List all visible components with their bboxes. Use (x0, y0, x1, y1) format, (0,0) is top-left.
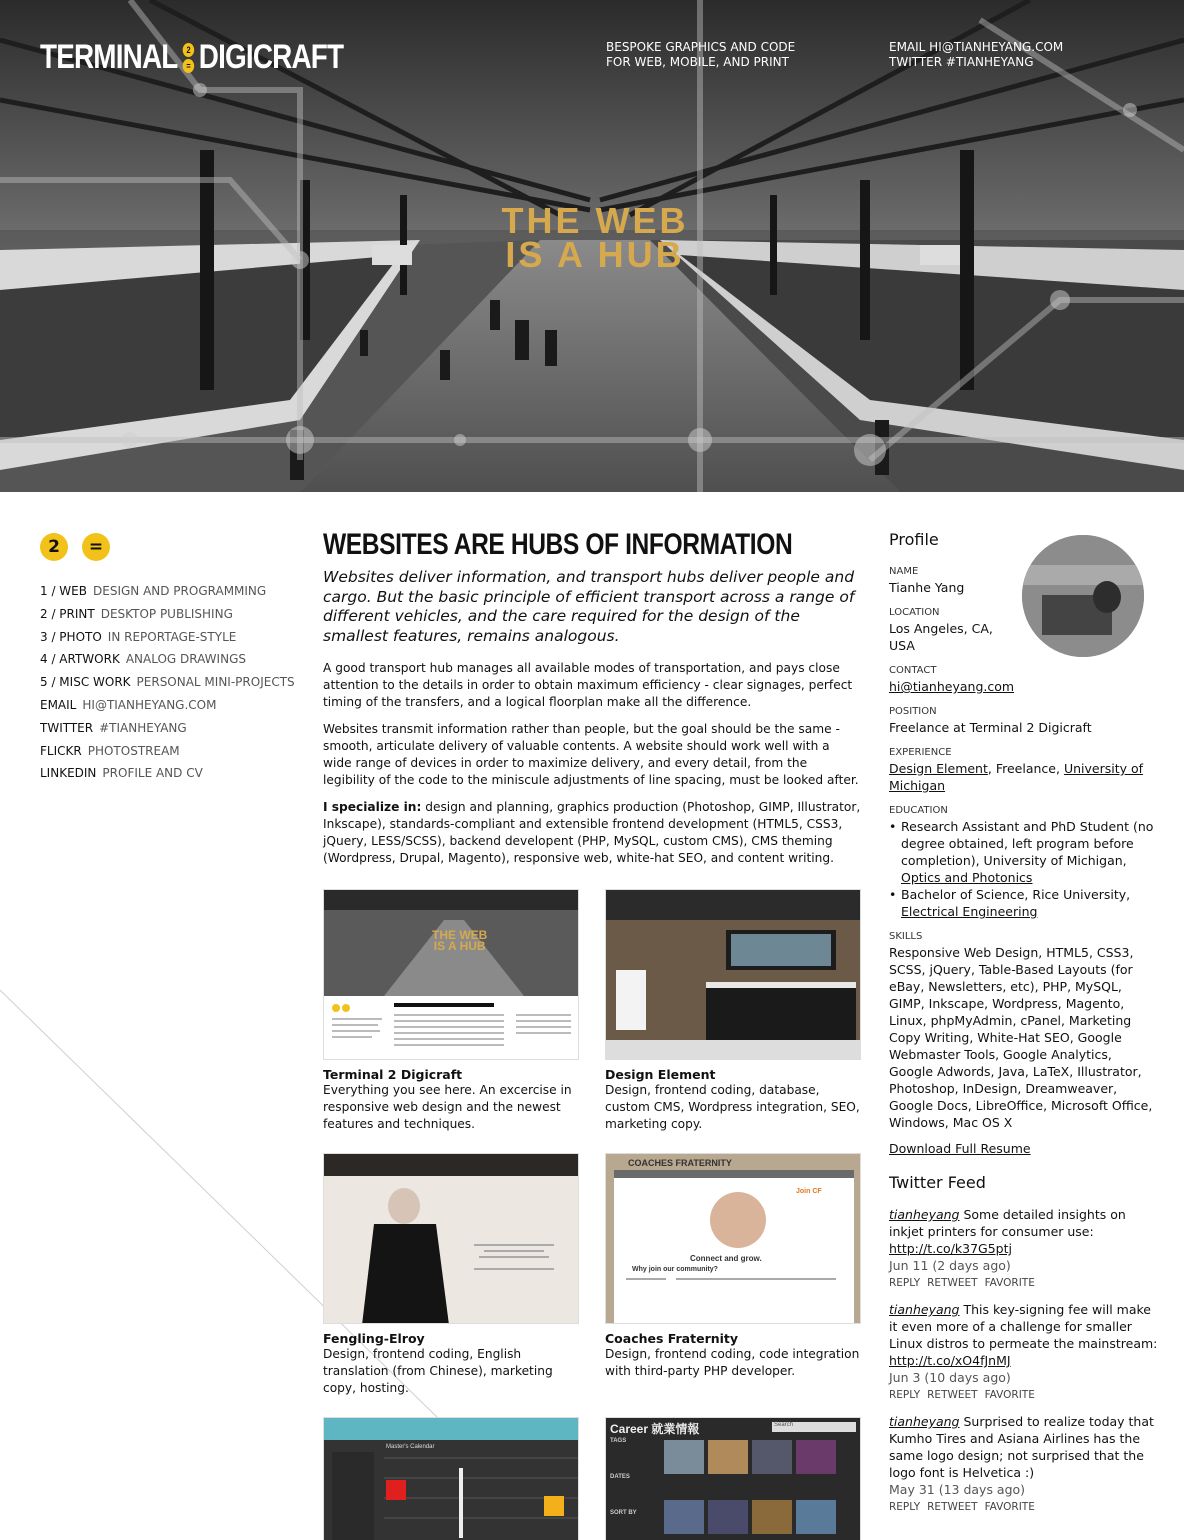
nav-item-photo[interactable] (40, 626, 295, 649)
location-value: Los Angeles, CA, USA (889, 621, 993, 653)
nav-item-sub: ANALOG DRAWINGS (125, 652, 246, 667)
twitter-heading: Twitter Feed (889, 1173, 986, 1192)
nav-item-label: 4 / ARTWORK (40, 652, 120, 667)
skills-value: Responsive Web Design, HTML5, CSS3, SCSS, jQuery, Table-Based Layouts (for eBay, Newsletters, etc), PHP, MySQL, GIMP, Inkscape, Wordpress, Magento, Linux, phpMyAdmin, cPanel, Marketing Copy Writing, White-Hat SEO, Google Webmaster Tools, Google Analytics, Google Adwords, Java, LaTeX, Illustrator, Photoshop, InDesign, Dreamweaver, Google Docs, LibreOffice, Microsoft Office, Windows, Mac OS X (889, 945, 1153, 1130)
nav-item-print[interactable] (40, 603, 295, 626)
design-element-thumbnail[interactable] (605, 889, 861, 1060)
tweet-time[interactable]: Jun 3 (10 days ago) (889, 1370, 1011, 1385)
nav-item-misc[interactable] (40, 671, 295, 694)
body-paragraph-2: Websites transmit information rather than people, but the goal should be the same - smooth, articulate delivery of valuable contents. A website should work well with a wide range of devices in order to maximize delivery, and every detail, from the legibility of the code to the miniscule adjustments of line spacing, must be looked after. (323, 722, 859, 787)
specialize-label: I specialize in: (323, 800, 422, 814)
download-resume-link[interactable]: Download Full Resume (889, 1141, 1031, 1156)
profile-heading: Profile (889, 530, 939, 549)
tagline-line-1: BESPOKE GRAPHICS AND CODE (606, 40, 796, 54)
card-title[interactable]: Terminal 2 Digicraft (323, 1067, 463, 1082)
logo-badge-equals-icon: = (182, 59, 193, 73)
education-text: Research Assistant and PhD Student (no degree obtained, left program before completion), University of Michigan, (901, 819, 1154, 868)
card-title[interactable]: Design Element (605, 1067, 716, 1082)
portfolio-card-design-element[interactable] (605, 889, 861, 1133)
career-thumb-dates: DATES (610, 1474, 630, 1480)
career-thumb-search: Search (772, 1422, 856, 1432)
header-twitter-link[interactable]: TWITTER #TIANHEYANG (889, 55, 1034, 69)
coaches-thumb-logo: COACHES FRATERNITY (628, 1158, 732, 1168)
specialize-text: design and planning, graphics production (Photoshop, GIMP, Illustrator, Inkscape), standards-compliant and extensible frontend development (HTML5, CSS3, jQuery, LESS/SCSS), backend developent (PHP, MySQL, custom CMS), CMS theming (Wordpress, Drupal, Magento), responsive web, white-hat SEO, and content writing. (323, 800, 861, 865)
nav-item-sub: #TIANHEYANG (99, 720, 187, 735)
terminal2-thumb-title (432, 930, 487, 952)
hero-title-line-2: IS A HUB (505, 234, 685, 275)
nav-item-sub: DESKTOP PUBLISHING (100, 606, 233, 621)
tweet (889, 1413, 1159, 1515)
tweet-time[interactable]: May 31 (13 days ago) (889, 1482, 1026, 1497)
left-nav (40, 580, 295, 785)
tweet-link[interactable]: http://t.co/k37G5ptj (889, 1241, 1012, 1256)
calendar-thumb-title: Master's Calendar (386, 1444, 435, 1450)
card-title[interactable]: Fengling-Elroy (323, 1331, 425, 1346)
nav-item-sub: DESIGN AND PROGRAMMING (93, 584, 267, 598)
profile-sidebar (889, 530, 1159, 1525)
coaches-thumb-tagline: Connect and grow. (690, 1254, 762, 1263)
card-description: Everything you see here. An excercise in responsive web design and the newest features and techniques. (323, 1083, 572, 1131)
tweet-user-link[interactable]: tianheyang (889, 1302, 960, 1317)
card-description: Design, frontend coding, English translation (from Chinese), marketing copy, hosting. (323, 1347, 553, 1395)
header-contact (889, 40, 1063, 70)
nav-item-sub: HI@TIANHEYANG.COM (82, 697, 217, 712)
optics-photonics-link[interactable]: Optics and Photonics (901, 870, 1033, 885)
tweet-user-link[interactable]: tianheyang (889, 1414, 960, 1429)
retweet-button[interactable]: RETWEET (927, 1501, 978, 1513)
lede-paragraph: Websites deliver information, and transport hubs deliver people and cargo. But the basic principle of efficient transport across a range of different vehicles, and the care required for the design of the smallest features, remains analogous. (323, 568, 855, 645)
design-element-link[interactable]: Design Element (889, 761, 988, 776)
tweet-text: Some detailed insights on inkjet printers for consumer use: (889, 1207, 1126, 1239)
fengling-elroy-thumbnail[interactable] (323, 1153, 579, 1324)
nav-item-label: 3 / PHOTO (40, 629, 102, 644)
contact-email-link[interactable]: hi@tianheyang.com (889, 679, 1015, 694)
portfolio-card-career[interactable] (605, 1417, 861, 1540)
nav-logo-icons (40, 533, 110, 561)
experience-value (889, 760, 1159, 794)
tweet (889, 1206, 1159, 1291)
equals-icon[interactable]: = (82, 533, 110, 561)
nav-item-label: FLICKR (40, 743, 82, 758)
coaches-fraternity-thumbnail[interactable] (605, 1153, 861, 1324)
career-thumbnail[interactable] (605, 1417, 861, 1540)
hero-title (470, 200, 720, 275)
nav-item-label: EMAIL (40, 697, 77, 712)
nav-item-label: 1 / WEB (40, 584, 87, 598)
card-description: Design, frontend coding, database, custom CMS, Wordpress integration, SEO, marketing copy. (605, 1083, 860, 1131)
reply-button[interactable]: REPLY (889, 1389, 921, 1401)
career-thumb-logo: Career 就業情報 (610, 1422, 700, 1436)
coaches-thumb-why: Why join our community? (632, 1266, 718, 1273)
position-label: POSITION (889, 706, 937, 717)
logo-text-left: TERMINAL (40, 38, 178, 76)
nav-item-label: 5 / MISC WORK (40, 675, 131, 690)
nav-item-twitter[interactable] (40, 717, 295, 740)
nav-item-artwork[interactable] (40, 648, 295, 671)
education-list (889, 818, 1159, 920)
position-value: Freelance at Terminal 2 Digicraft (889, 720, 1092, 735)
coaches-thumb-join: Join CF (796, 1188, 822, 1195)
tweet-time[interactable]: Jun 11 (2 days ago) (889, 1258, 1011, 1273)
nav-item-sub: IN REPORTAGE-STYLE (107, 629, 237, 644)
education-item-1 (889, 818, 1159, 886)
name-label: NAME (889, 566, 919, 577)
portfolio-card-fengling-elroy[interactable] (323, 1153, 579, 1397)
retweet-button[interactable]: RETWEET (927, 1389, 978, 1401)
terminal2-thumbnail[interactable] (323, 889, 579, 1060)
nav-item-linkedin[interactable] (40, 762, 295, 785)
tweet-text: This key-signing fee will make it even more of a challenge for smaller Linux distros to permeate the mainstream: (889, 1302, 1158, 1351)
education-label: EDUCATION (889, 805, 948, 816)
nav-item-sub: PHOTOSTREAM (87, 743, 180, 758)
career-thumb-tags: TAGS (610, 1438, 627, 1444)
university-michigan-link[interactable]: University of Michigan (889, 761, 1144, 793)
site-logo[interactable] (40, 38, 343, 77)
twitter-feed (889, 1206, 1159, 1515)
portfolio-card-terminal2[interactable] (323, 889, 579, 1133)
header-email-link[interactable]: EMAIL HI@TIANHEYANG.COM (889, 40, 1064, 54)
nav-item-sub: PROFILE AND CV (102, 766, 203, 781)
retweet-button[interactable]: RETWEET (927, 1277, 978, 1289)
career-thumb-sort: SORT BY (610, 1510, 637, 1516)
nav-item-label: 2 / PRINT (40, 606, 95, 621)
nav-item-flickr[interactable] (40, 740, 295, 763)
number-2-icon[interactable]: 2 (40, 533, 68, 561)
portfolio-card-coaches-fraternity[interactable] (605, 1153, 861, 1380)
education-item-2 (889, 886, 1159, 920)
experience-label: EXPERIENCE (889, 747, 952, 758)
portfolio-card-calendar[interactable] (323, 1417, 579, 1540)
reply-button[interactable]: REPLY (889, 1277, 921, 1289)
page-title: WEBSITES ARE HUBS OF INFORMATION (323, 528, 793, 561)
logo-text-right: DIGICRAFT (198, 38, 344, 76)
hero-title-line-1: THE WEB (501, 200, 689, 241)
education-text: Bachelor of Science, Rice University, (901, 887, 1131, 902)
nav-item-email[interactable] (40, 694, 295, 717)
contact-label: CONTACT (889, 665, 937, 676)
body-paragraph-1: A good transport hub manages all available modes of transportation, and pays close attention to the details in order to obtain maximum efficiency - clear signages, perfect timing of the transfers, and a logical floorplan make all the difference. (323, 661, 853, 709)
logo-badge (182, 43, 193, 73)
tagline-line-2: FOR WEB, MOBILE, AND PRINT (606, 55, 789, 69)
calendar-thumbnail[interactable] (323, 1417, 579, 1540)
nav-item-web[interactable] (40, 580, 295, 603)
hero-banner (0, 0, 1184, 492)
favorite-button[interactable]: FAVORITE (984, 1501, 1035, 1513)
card-description: Design, frontend coding, code integration with third-party PHP developer. (605, 1347, 860, 1378)
terminal2-thumb-title-line-2: IS A HUB (433, 939, 486, 953)
tweet-text: Surprised to realize today that Kumho Tires and Asiana Airlines has the same logo design; not surprised that the logo font is Helvetica :) (889, 1414, 1154, 1480)
terminal2-thumb-title-line-1: THE WEB (432, 928, 488, 942)
favorite-button[interactable]: FAVORITE (984, 1389, 1035, 1401)
body-paragraph-3 (323, 799, 861, 867)
location-label: LOCATION (889, 607, 940, 618)
tweet (889, 1301, 1159, 1403)
nav-item-label: LINKEDIN (40, 766, 97, 781)
tweet-link[interactable]: http://t.co/xO4fJnMJ (889, 1353, 1011, 1368)
name-value: Tianhe Yang (889, 580, 965, 595)
reply-button[interactable]: REPLY (889, 1501, 921, 1513)
logo-badge-2-icon: 2 (182, 43, 193, 57)
skills-label: SKILLS (889, 931, 923, 942)
header-tagline (606, 40, 795, 70)
main-content (323, 528, 861, 877)
nav-item-sub: PERSONAL MINI-PROJECTS (136, 675, 295, 690)
card-title[interactable]: Coaches Fraternity (605, 1331, 739, 1346)
favorite-button[interactable]: FAVORITE (984, 1277, 1035, 1289)
tweet-user-link[interactable]: tianheyang (889, 1207, 960, 1222)
electrical-engineering-link[interactable]: Electrical Engineering (901, 904, 1038, 919)
nav-item-label: TWITTER (40, 720, 94, 735)
experience-text: , Freelance, (987, 761, 1064, 776)
